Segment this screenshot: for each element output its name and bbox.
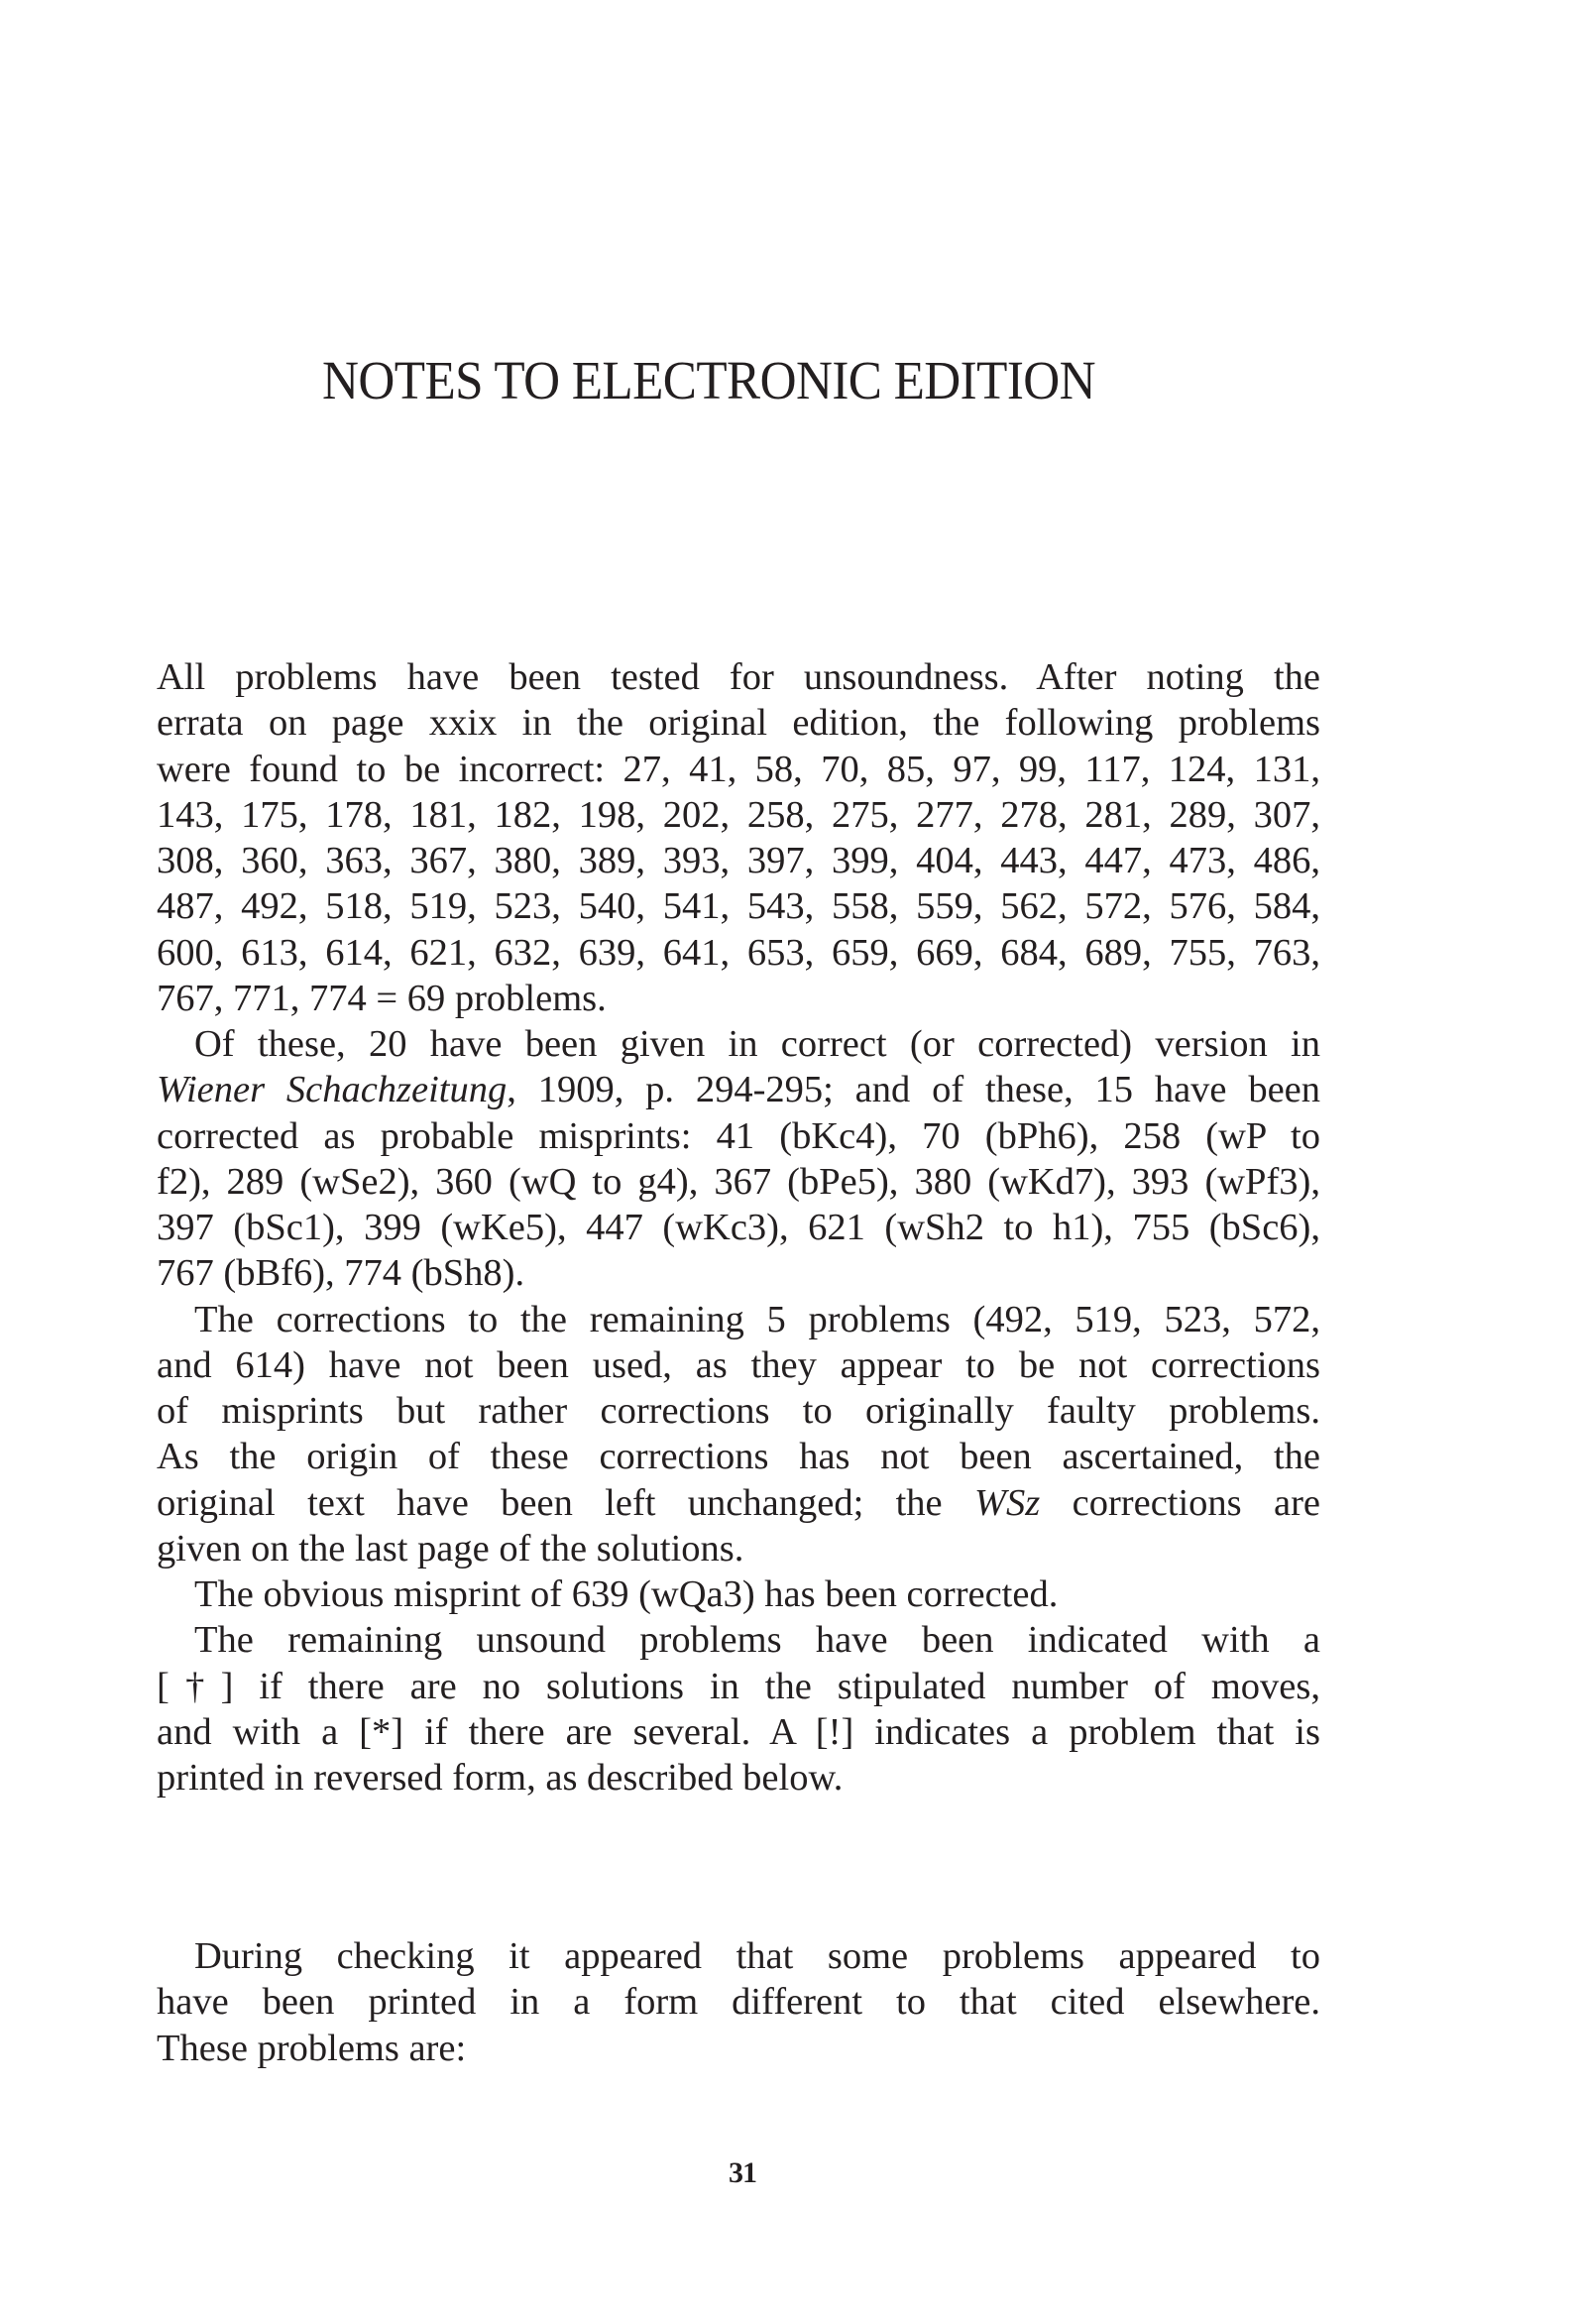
paragraph-tested-problems (157, 654, 1320, 1021)
text-fragment: original text have been left unchanged; the (157, 1481, 974, 1524)
text-line: Of these, 20 have been given in correct (or corrected) version in (194, 1023, 1320, 1065)
text-line: and with a [*] if there are several. A [!] indicates a problem that is (157, 1710, 1320, 1753)
page-title: NOTES TO ELECTRONIC EDITION (322, 350, 1096, 410)
text-line: 767, 771, 774 = 69 problems. (157, 977, 607, 1019)
text-line: 767 (bBf6), 774 (bSh8). (157, 1252, 525, 1295)
text-fragment: corrections are (1040, 1481, 1320, 1524)
italic-source-title: Wiener Schachzeitung (157, 1069, 508, 1111)
text-fragment: , 1909, p. 294-295; and of these, 15 have been (507, 1069, 1320, 1111)
text-line: The remaining unsound problems have been indicated with a (194, 1619, 1320, 1662)
text-line: The obvious misprint of 639 (wQa3) has been corrected. (194, 1573, 1059, 1615)
text-line: corrected as probable misprints: 41 (bKc4), 70 (bPh6), 258 (wP to (157, 1114, 1320, 1157)
text-line: The corrections to the remaining 5 problems (492, 519, 523, 572, (194, 1298, 1320, 1340)
text-line: of misprints but rather corrections to originally faulty problems. (157, 1390, 1320, 1432)
paragraph-different-forms (157, 1933, 1320, 2071)
text-line: During checking it appeared that some problems appeared to (194, 1935, 1320, 1977)
italic-abbreviation: WSz (973, 1481, 1041, 1524)
text-line: These problems are: (157, 2027, 467, 2069)
text-line: errata on page xxix in the original edition, the following problems (157, 702, 1320, 745)
page-number: 31 (729, 2156, 756, 2189)
text-line: 143, 175, 178, 181, 182, 198, 202, 258, 275, 277, 278, 281, 289, 307, (157, 793, 1320, 836)
main-text-block (157, 654, 1320, 1801)
secondary-text-block (157, 1933, 1320, 2071)
text-line: 600, 613, 614, 621, 632, 639, 641, 653, 659, 669, 684, 689, 755, 763, (157, 931, 1320, 974)
text-line: All problems have been tested for unsoundness. After noting the (157, 656, 1320, 698)
paragraph-obvious-misprint (157, 1571, 1320, 1617)
text-line: were found to be incorrect: 27, 41, 58, 70, 85, 97, 99, 117, 124, 131, (157, 748, 1320, 790)
text-line: given on the last page of the solutions. (157, 1527, 744, 1569)
text-line: and 614) have not been used, as they appear to be not corrections (157, 1343, 1320, 1386)
paragraph-unsound-markers (157, 1617, 1320, 1801)
text-line (157, 1480, 1320, 1526)
text-line: 397 (bSc1), 399 (wKe5), 447 (wKc3), 621 (wSh2 to h1), 755 (bSc6), (157, 1207, 1320, 1248)
text-line: have been printed in a form different to that cited elsewhere. (157, 1981, 1320, 2024)
text-line: printed in reversed form, as described below. (157, 1757, 844, 1799)
text-line: [†] if there are no solutions in the stipulated number of moves, (157, 1665, 1320, 1707)
text-line: f2), 289 (wSe2), 360 (wQ to g4), 367 (bPe5), 380 (wKd7), 393 (wPf3), (157, 1160, 1320, 1203)
text-line: As the origin of these corrections has not been ascertained, the (157, 1436, 1320, 1478)
text-line: 308, 360, 363, 367, 380, 389, 393, 397, 399, 404, 443, 447, 473, 486, (157, 840, 1320, 881)
text-line: 487, 492, 518, 519, 523, 540, 541, 543, 558, 559, 562, 572, 576, 584, (157, 885, 1320, 928)
paragraph-remaining-corrections (157, 1297, 1320, 1572)
paragraph-wiener-schachzeitung (157, 1021, 1320, 1297)
text-line (157, 1067, 1320, 1112)
